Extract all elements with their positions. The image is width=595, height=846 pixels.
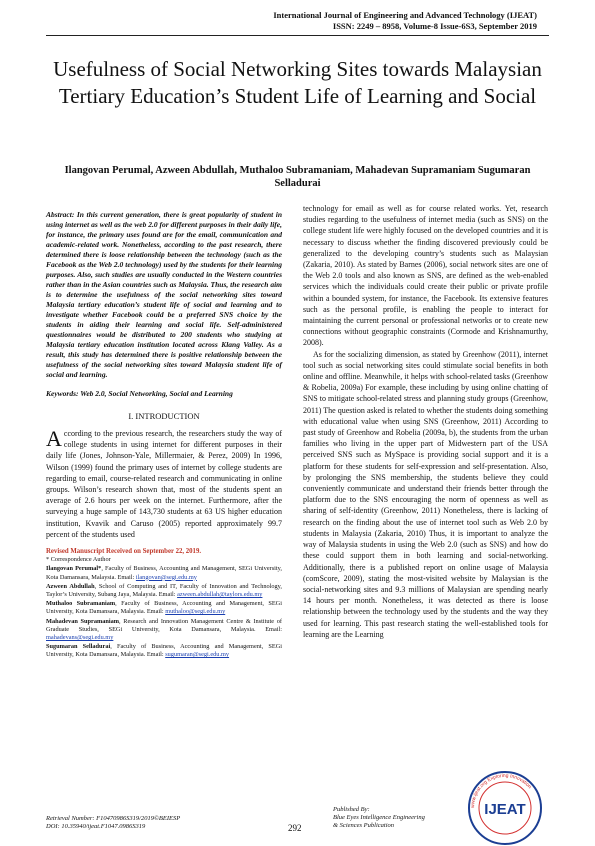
header-rule bbox=[46, 35, 549, 36]
author-email-link[interactable]: sugumaran@segi.edu.my bbox=[165, 651, 230, 659]
body-paragraph: technology for email as well as for course related works. Yet, research studies regarding to the usefulness of internet media (such as SNS) on the college student life were highly focused on the developed countries and it is necessary to discuss whether the finding discovered previously could be generalized to the developing country’s students such as Malaysian (Zakaria, 2010). As stated by Barnes (2006), social network sites are one of the Web 2.0 tools and also known as SNS, are defined as the web-enabled services which the individuals could create their public or private profile within a bounded system, for instance, the Facebook. Its extensive features such as the personal profile, is enabling the people to interact for maintaining the current personal or professional networks or to create new connections without geographic constraints (Cormode and Krishnamurthy, 2008). bbox=[303, 204, 548, 348]
intro-paragraph: ccording to the previous research, the researchers study the way of college students in using internet for different purposes in their daily life (Jones, Johnson-Yale, Millermaier, & Perez, 2009) In 1996, Wilson (1999) found the primary uses of internet by college students are regarding to email, course-related research and communicating in online groups. Wilson’s research shown that, most of the students spent an average of 2.6 hours per week on the internet. Furthermore, after the surveying a huge sample of 143,730 students at 63 US higher education institution, Kvavik and Caruso (2005) reported approximately 99.7 percent of the students used bbox=[46, 429, 282, 539]
ijeat-logo bbox=[467, 770, 543, 846]
author-email-link[interactable]: azween.abdullah@taylors.edu.my bbox=[177, 591, 263, 599]
footer-citation bbox=[46, 815, 180, 831]
publisher-info bbox=[333, 806, 425, 830]
author-name: Mahadevan Supramaniam bbox=[46, 617, 120, 625]
author-list: Ilangovan Perumal, Azween Abdullah, Muthaloo Subramaniam, Mahadevan Supramaniam Sugumaran Selladurai bbox=[64, 165, 531, 189]
publisher-name: Blue Eyes Intelligence Engineering bbox=[333, 814, 425, 821]
logo-text: IJEAT bbox=[484, 801, 526, 818]
journal-name: International Journal of Engineering and Advanced Technology (IJEAT) bbox=[273, 10, 537, 20]
introduction-text bbox=[46, 428, 282, 540]
affiliation-text: , Faculty of Business, Accounting and Management, SEGi University, Kota Damansara, Malaysia. Email: bbox=[46, 600, 282, 616]
published-by: Published By: bbox=[333, 806, 370, 813]
body-paragraph: As for the socializing dimension, as stated by Greenhow (2011), internet tool such as social networking sites could stimulate social benefits in both online and offline. Meanwhile, it helps with school-related tasks (Greenhow & Robelia, 2009a) For example, these including by using online chatting of SNS to mitigate school-related stress and planning study groups (Greenhow, 2011) The question asked is related to whether the students doing something with educational value when using SNS (Greenhow, 2011) According to past study of Greenhow and Robelia (2009a, b), the students from the urban families who living in the upper part of Midwestern part of the USA perceived SNS such as MySpace is providing social support and it is a platform for these students for self-expression and self-presentation. Also, by prolonging the SNS membership, the students believe they could conveniently communicate and understand their friends better through the platform due to the SNS encouraging the norm of openness as well as sharing of self-identity (Greenhow, 2011) Nonetheless, there is lacking of research on the finding about the use of internet tool such as Web 2.0 by students in Malaysia (Zakaria, 2010) Thus, it is important to analyze the way of Malaysia students in using the Web 2.0 (such as SNS) and how do these could support them in both learning and social-networking. Additionally, there is a published report on online usage of Malaysia (comScore, 2009), stating the most-visited website by Malaysian is the social-networking sites and 9.3 millions of Malaysian are spending nearly 14 hours per month. Nonetheless, it was detected as there is loose relationship between the technology used by the students and the way they used for learning. This past research stating the well-established tools for learning are the Learning bbox=[303, 349, 548, 639]
right-column bbox=[303, 203, 548, 640]
journal-issn: ISSN: 2249 – 8958, Volume-8 Issue-6S3, September 2019 bbox=[332, 21, 537, 31]
author-affiliation bbox=[46, 618, 282, 643]
author-email-link[interactable]: ilangovan@segi.edu.my bbox=[135, 573, 197, 581]
author-affiliation bbox=[46, 600, 282, 616]
affiliation-text: , School of Computing and IT, Faculty of Innovation and Technology, Taylor’s University, Subang Jaya, Malaysia. Email: bbox=[46, 582, 282, 599]
affiliation-text: , Research and Innovation Management Centre & Institute of Graduate Studies, SEGi University, Kota Damansara, Malaysia. Email: bbox=[46, 617, 282, 633]
affiliation-text: , Faculty of Business, Accounting and Management, SEGi University, Kota Damansara, Malaysia. Email: bbox=[46, 643, 282, 659]
abstract: Abstract: In this current generation, there is great popularity of student in using internet as well as the web 2.0 for different purposes in their daily life, for instance, the primary uses found are for the email, communication and academic-related work. Nonetheless, according to the past research, there determined there is loose relationship between the technology (such as the Facebook as the Web 2.0 technology) used by the students for their learning purposes. Also, such studies are usually conducted in the Western countries rather than in the Asian countries such as Malaysia. Thus, the research aim is to determine the usefulness of the social networking sites toward Malaysia tertiary education’s student life of social and learning and to investigate whether Facebook could be a preferred SNS choice by the students in aiding their learning and social life. Self-administered questionnaires would be distributed to 200 students who studying at Malaysia tertiary education institution located across Klang Valley. As a result, this study has determined there is positive relationship between the usefulness of the social networking sites toward Malaysia student life of social and learning. bbox=[46, 210, 282, 379]
author-affiliation bbox=[46, 583, 282, 599]
correspondence-note: * Correspondence Author bbox=[46, 556, 111, 564]
publisher-name-line2: & Sciences Publication bbox=[333, 822, 395, 829]
author-affiliation bbox=[46, 565, 282, 581]
left-column bbox=[46, 210, 282, 660]
section-heading-introduction: I. INTRODUCTION bbox=[128, 411, 200, 421]
author-name: Sugumaran Selladurai bbox=[46, 643, 111, 651]
author-name: Ilangovan Perumal* bbox=[46, 565, 102, 573]
author-footnotes bbox=[46, 548, 282, 660]
author-name: Muthaloo Subramaniam bbox=[46, 600, 116, 608]
paper-title: Usefulness of Social Networking Sites towards Malaysian Tertiary Education’s Student Life of Learning and Social bbox=[53, 57, 542, 108]
author-affiliation bbox=[46, 643, 282, 659]
drop-cap: A bbox=[46, 426, 62, 451]
retrieval-number: Retrieval Number: F10470986S319/2019©BEIESP bbox=[46, 815, 181, 822]
page-number: 292 bbox=[288, 823, 302, 833]
author-email-link[interactable]: mahadevans@segi.edu.my bbox=[46, 634, 114, 642]
journal-header bbox=[273, 10, 537, 32]
doi: DOI: 10.35940/ijeat.F1047.0986S319 bbox=[46, 823, 146, 830]
author-email-link[interactable]: muthaloo@segi.edu.my bbox=[165, 608, 226, 616]
logo-ring-text: www.ijeat.org Exploring Innovation bbox=[469, 772, 533, 809]
author-name: Azween Abdullah bbox=[46, 582, 95, 590]
revised-notice: Revised Manuscript Received on September 22, 2019. bbox=[46, 548, 202, 556]
keywords: Keywords: Web 2.0, Social Networking, Social and Learning bbox=[46, 389, 233, 398]
affiliation-text: , Faculty of Business, Accounting and Management, SEGi University, Kota Damansara, Malaysia. Email: bbox=[46, 565, 282, 581]
